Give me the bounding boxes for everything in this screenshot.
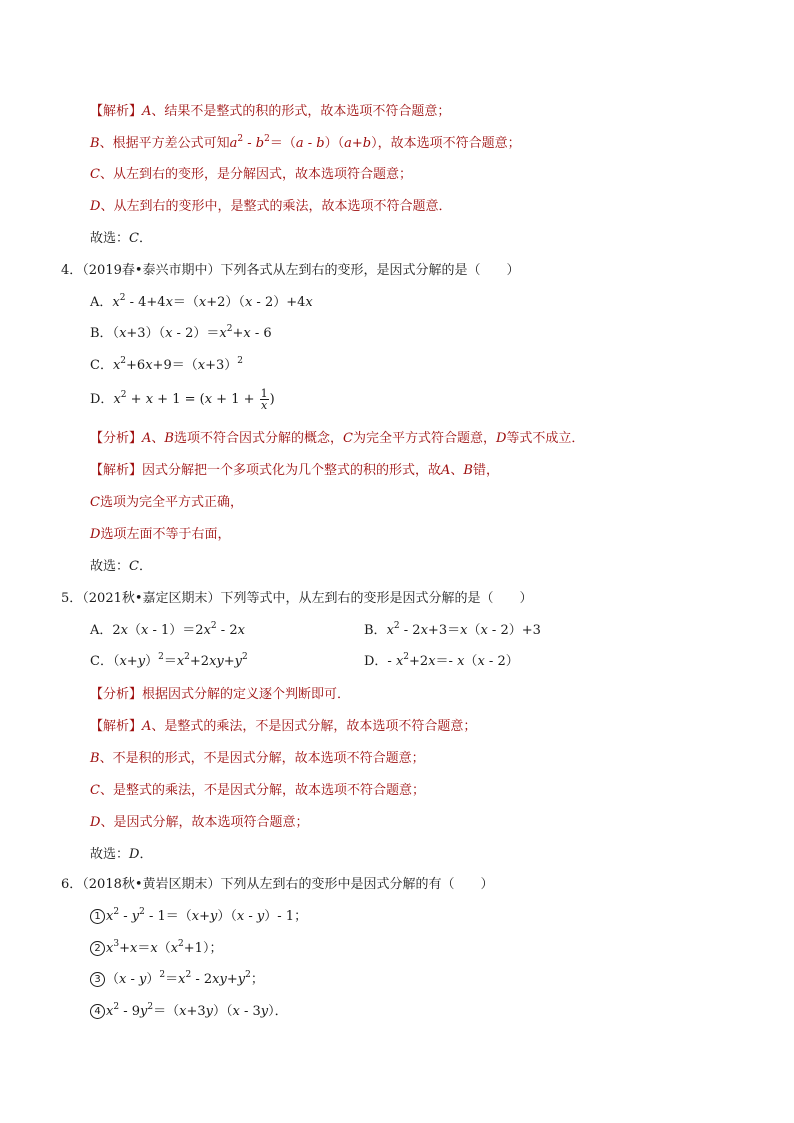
question-4-stem: 4．（2019春•泰兴市期中）下列各式从左到右的变形，是因式分解的是（ ） [61, 263, 520, 278]
q5-solution-line: B、不是积的形式，不是因式分解，故本选项不符合题意； [90, 751, 425, 766]
q5-answer: 故选：D． [90, 847, 153, 862]
q5-option-c: C．$(x+y)^2=x^2+2xy+y^2$ [90, 652, 248, 669]
question-5-stem: 5．（2021秋•嘉定区期末）下列等式中，从左到右的变形是因式分解的是（ ） [61, 591, 533, 606]
q6-item: 4 $x^2 - 9y^2=(x+3y)(x - 3y)$． [90, 1003, 288, 1021]
q5-option-b: B．$x^2 - 2x+3=x(x - 2)+3$ [364, 621, 541, 638]
q4-option-b: B．$(x+3)(x - 2)=x^2+x - 6$ [90, 324, 272, 341]
solution-line: D、从左到右的变形中，是整式的乘法，故本选项不符合题意． [90, 199, 452, 214]
q4-solution-line: D选项左面不等于右面， [90, 527, 231, 542]
solution-line: C、从左到右的变形，是分解因式，故本选项符合题意； [90, 167, 412, 182]
solution-line: B、根据平方差公式可知$a^2 - b^2=(a - b)(a+b)$，故本选项不符合题意； [90, 134, 521, 151]
q4-option-c: C．$x^2+6x+9=(x+3)^2$ [90, 356, 243, 373]
q5-solution-line: C、是整式的乘法，不是因式分解，故本选项不符合题意； [90, 783, 425, 798]
q4-answer: 故选：C． [90, 559, 152, 574]
q5-analysis: 【分析】根据因式分解的定义逐个判断即可． [90, 687, 351, 702]
q5-solution-line: D、是因式分解，故本选项符合题意； [90, 815, 309, 830]
q4-solution-line: 【解析】因式分解把一个多项式化为几个整式的积的形式，故A、B错， [90, 463, 499, 478]
answer-line: 故选：C． [90, 231, 152, 246]
solution-line: 【解析】A、结果不是整式的积的形式，故本选项不符合题意； [90, 104, 451, 119]
q4-solution-line: C选项为完全平方式正确， [90, 495, 243, 510]
question-6-stem: 6．（2018秋•黄岩区期末）下列从左到右的变形中是因式分解的有（ ） [61, 877, 494, 892]
q5-option-d: D．- $x^2+2x=-$ x（x - 2） [364, 652, 519, 669]
q5-solution-line: 【解析】A、是整式的乘法，不是因式分解，故本选项不符合题意； [90, 719, 477, 734]
q6-item: 1 $x^2 - y^2 - 1=(x+y)(x - y)-$ 1； [90, 908, 307, 926]
q6-item: 2 $x^3+x=x(x^2+1)$； [90, 940, 222, 958]
q4-option-d: D．$x^2 + x + 1 = (x + 1$ + $\frac{1}{x}$ ) [90, 387, 275, 412]
q4-analysis: 【分析】A、B选项不符合因式分解的概念，C为完全平方式符合题意，D等式不成立． [90, 431, 585, 446]
q6-item: 3 $(x - y)^2=x^2 - 2xy+y^2$； [90, 971, 264, 989]
q4-option-a: A．$x^2 - 4+4x=(x+2)(x - 2)+4x$ [90, 293, 313, 310]
q5-option-a: A．$2x(x - 1)=2x^2 - 2x$ [90, 621, 245, 638]
